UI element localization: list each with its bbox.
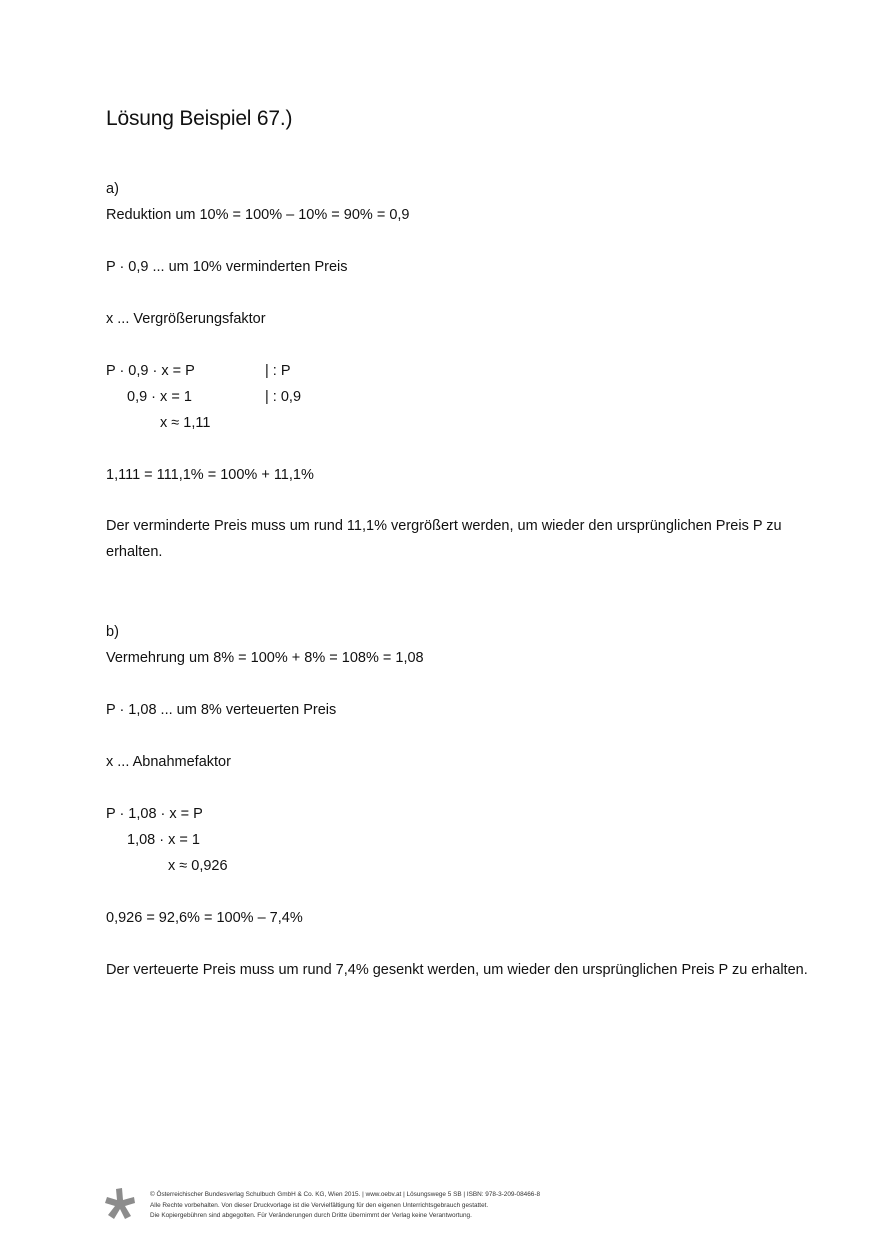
part-b-increase: Vermehrung um 8% = 100% + 8% = 108% = 1,08	[106, 650, 424, 666]
part-b-equation-1: P · 1,08 · x = P	[106, 806, 203, 822]
part-a-equation-1: P · 0,9 · x = P	[106, 363, 195, 379]
part-b-label: b)	[106, 624, 119, 640]
part-a-equation-1-operation: | : P	[265, 363, 291, 379]
part-a-reduction: Reduktion um 10% = 100% – 10% = 90% = 0,9	[106, 207, 410, 223]
part-b-equation-3: x ≈ 0,926	[168, 858, 228, 874]
footer-line-3: Die Kopiergebühren sind abgegolten. Für Veränderungen durch Dritte übernimmt der Verlag keine Verantwortung.	[150, 1212, 472, 1219]
part-b-raised-price: P · 1,08 ... um 8% verteuerten Preis	[106, 702, 337, 718]
footer-line-2: Alle Rechte vorbehalten. Von dieser Druckvorlage ist die Vervielfältigung für den eigenen Unterrichtsgebrauch gestattet.	[150, 1201, 489, 1209]
part-a-factor-definition: x ... Vergrößerungsfaktor	[106, 311, 266, 327]
part-b-equation-2: 1,08 · x = 1	[127, 832, 200, 848]
part-a-percent: 1,111 = 111,1% = 100% + 11,1%	[106, 467, 314, 483]
footer-line-1: © Österreichischer Bundesverlag Schulbuch GmbH & Co. KG, Wien 2015. | www.oebv.at | Lösungswege 5 SB | ISBN: 978-3-209-08466-8	[150, 1191, 541, 1198]
part-b-conclusion: Der verteuerte Preis muss um rund 7,4% gesenkt werden, um wieder den ursprünglichen Preis P zu erhalten.	[106, 962, 808, 978]
page-title: Lösung Beispiel 67.)	[106, 107, 293, 130]
part-a-equation-3: x ≈ 1,11	[160, 415, 211, 431]
part-a-conclusion: Der verminderte Preis muss um rund 11,1% vergrößert werden, um wieder den ursprünglichen Preis P zu erhalten.	[106, 518, 782, 560]
part-a-reduced-price: P · 0,9 ... um 10% verminderten Preis	[106, 259, 348, 275]
part-a-label: a)	[106, 181, 119, 197]
part-a-equation-2-operation: | : 0,9	[265, 389, 302, 405]
publisher-logo-icon	[104, 1188, 136, 1220]
part-b-percent: 0,926 = 92,6% = 100% – 7,4%	[106, 910, 303, 926]
part-b-factor-definition: x ... Abnahmefaktor	[106, 754, 231, 770]
part-a-equation-2: 0,9 · x = 1	[127, 389, 192, 405]
footer-copyright	[150, 1190, 540, 1222]
